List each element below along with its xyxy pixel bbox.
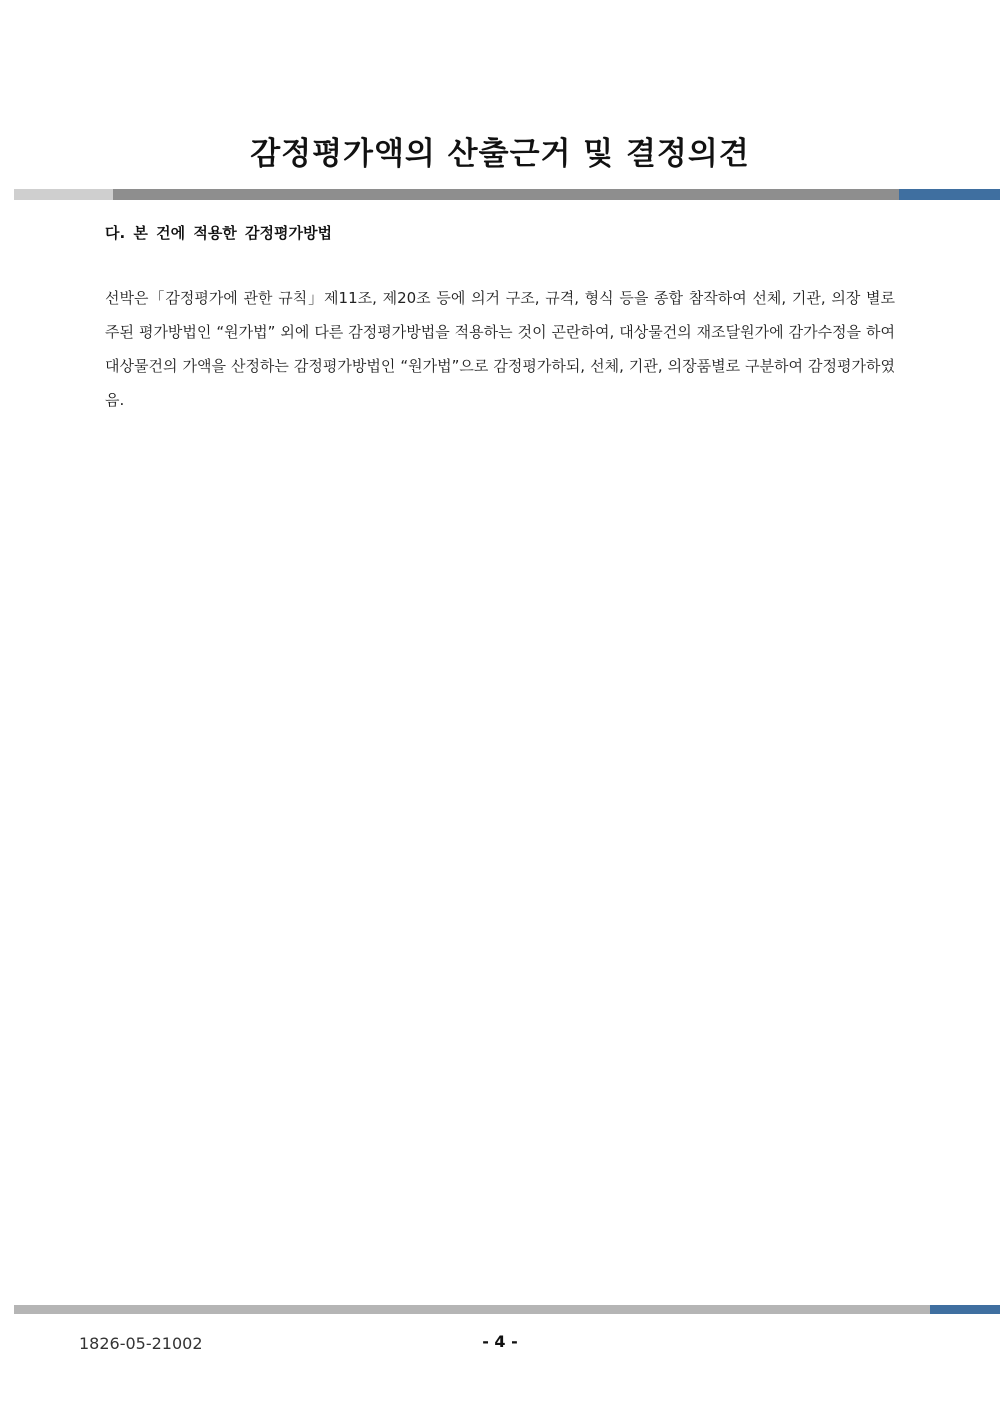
section-heading: 다. 본 건에 적용한 감정평가방법 xyxy=(105,224,332,242)
body-paragraph: 선박은「감정평가에 관한 규칙」제11조, 제20조 등에 의거 구조, 규격, 형식 등을 종합 참작하여 선체, 기관, 의장 별로 주된 평가방법인 “원가법” 외에 다른 감정평가방법을 적용하는 것이 곤란하여, 대상물건의 재조달원가에 감가수정을 하여 대상물건의 가액을 산정하는 감정평가방법인 “원가법”으로 감정평가하되, 선체, 기관, 의장품별로 구분하여 감정평가하였음. xyxy=(105,289,895,409)
document-number: 1826-05-21002 xyxy=(79,1334,203,1353)
footer-divider-accent-segment xyxy=(930,1305,1000,1314)
footer-divider-gray-segment xyxy=(14,1305,930,1314)
header-divider-bar xyxy=(14,189,1000,200)
header-divider-accent-segment xyxy=(899,189,1000,200)
page-title: 감정평가액의 산출근거 및 결정의견 xyxy=(250,136,750,172)
header-divider-gray-segment xyxy=(113,189,899,200)
header-divider-light-segment xyxy=(14,189,113,200)
footer-divider-bar xyxy=(14,1305,1000,1314)
page-number: - 4 - xyxy=(482,1332,518,1351)
